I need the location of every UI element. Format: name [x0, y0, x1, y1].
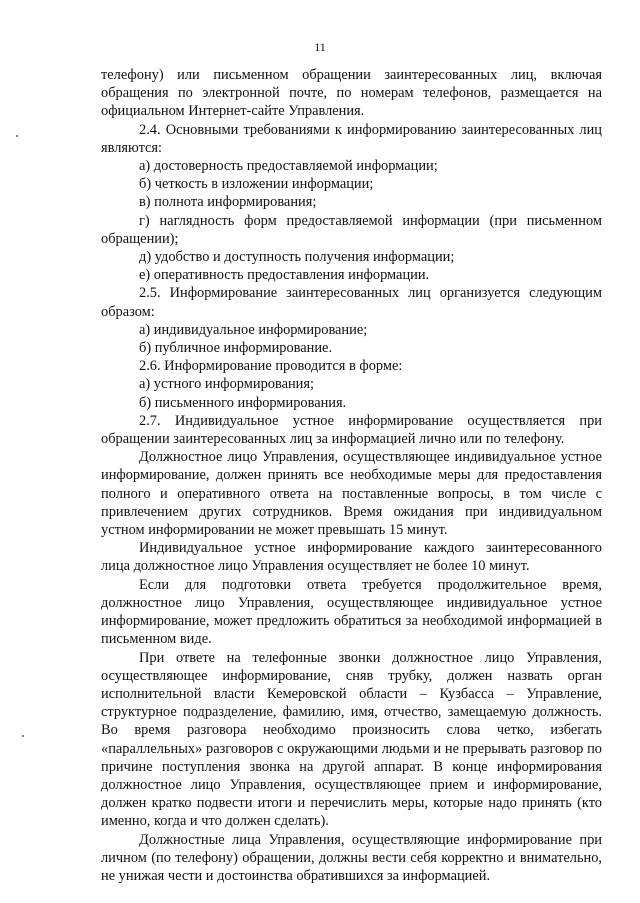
paragraph: Если для подготовки ответа требуется продолжительное время, должностное лицо Управления, осуществляющее индивидуальное устное информирование, может предложить обратиться за необходимой информацией в письменном виде.: [101, 576, 602, 648]
list-item: 2.6. Информирование проводится в форме:: [139, 358, 403, 375]
paragraph: 2.5. Информирование заинтересованных лиц организуется следующим образом:: [101, 285, 602, 320]
paragraph: Должностные лица Управления, осуществляющие информирование при личном (по телефону) обращении, должны вести себя корректно и внимательно, не унижая чести и достоинства обратившихся за информацией.: [101, 831, 602, 884]
paragraph: При ответе на телефонные звонки должностное лицо Управления, осуществляющее информирование, сняв трубку, должен назвать орган исполнительной власти Кемеровской области – Кузбасса – Управление, структурное подразделение, фамилию, имя, отчество, замещаемую должность. Во время разговора необходимо произносить слова четко, избегать «параллельных» разговоров с окружающими людьми и не прерывать разговор по причине поступления звонка на другой аппарат. В конце информирования должностное лицо Управления, осуществляющее прием и информирование, должен кратко подвести итоги и перечислить меры, которые надо принять (кто именно, когда и что должен сделать).: [101, 649, 602, 830]
list-item: а) достоверность предоставляемой информации;: [139, 158, 438, 175]
list-item: а) устного информирования;: [139, 376, 314, 393]
list-item: д) удобство и доступность получения информации;: [139, 249, 455, 266]
paragraph: 2.4. Основными требованиями к информированию заинтересованных лиц являются:: [101, 121, 602, 156]
list-item: б) публичное информирование.: [139, 340, 333, 357]
list-item: в) полнота информирования;: [139, 194, 317, 211]
list-item: б) письменного информирования.: [139, 394, 347, 411]
paragraph: Индивидуальное устное информирование каждого заинтересованного лица должностное лицо Управления осуществляет не более 10 минут.: [101, 540, 602, 575]
paragraph: г) наглядность форм предоставляемой информации (при письменном обращении);: [101, 212, 602, 247]
scan-speck: [16, 135, 18, 137]
paragraph: 2.7. Индивидуальное устное информирование осуществляется при обращении заинтересованных лиц за информацией лично или по телефону.: [101, 412, 602, 448]
page-number: 11: [314, 40, 326, 54]
paragraph: телефону) или письменном обращении заинтересованных лиц, включая обращения по электронной почте, по номерам телефонов, размещается на официальном Интернет-сайте Управления.: [101, 67, 602, 120]
document-body: [101, 66, 602, 885]
list-item: е) оперативность предоставления информации.: [139, 267, 430, 284]
list-item: б) четкость в изложении информации;: [139, 176, 374, 193]
list-item: а) индивидуальное информирование;: [139, 321, 368, 338]
paragraph: Должностное лицо Управления, осуществляющее индивидуальное устное информирование, должен принять все необходимые меры для предоставления полного и оперативного ответа на поставленные вопросы, в том числе с привлечением других сотрудников. Время ожидания при индивидуальном устном информировании не может превышать 15 минут.: [101, 449, 602, 539]
scan-speck: [22, 735, 24, 737]
